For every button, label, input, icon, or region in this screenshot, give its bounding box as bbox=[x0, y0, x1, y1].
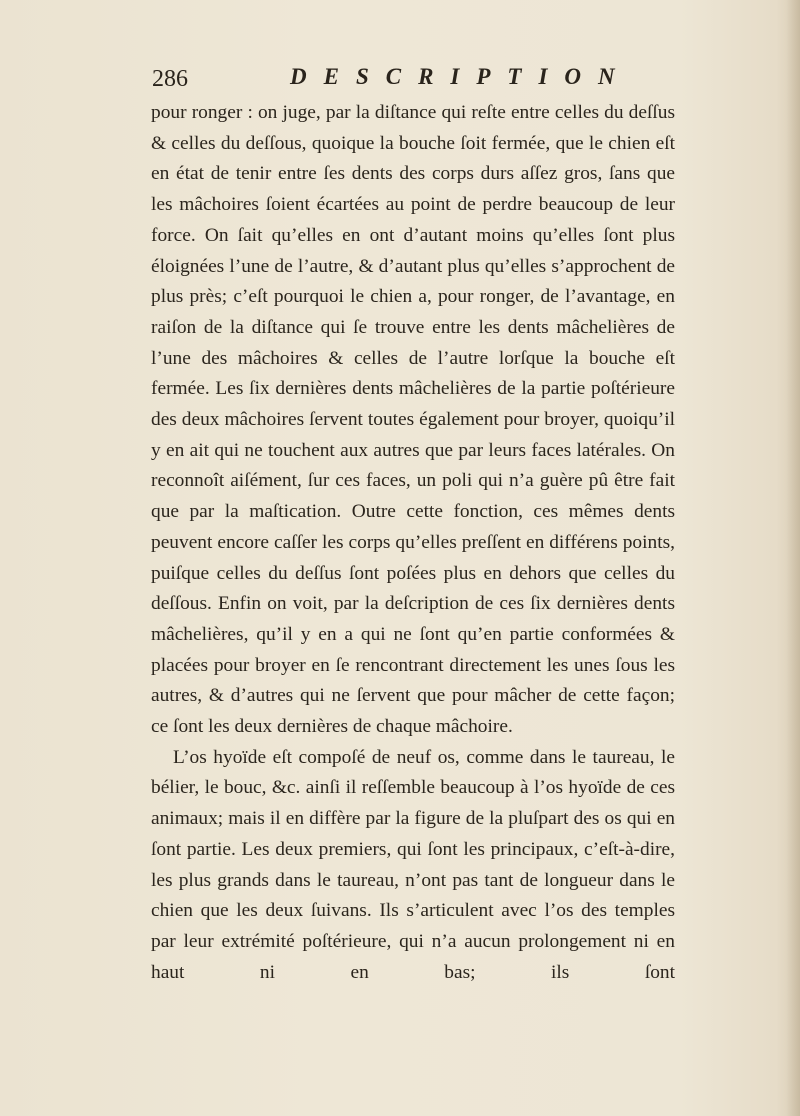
page-edge-shadow bbox=[786, 0, 800, 1116]
page-number: 286 bbox=[152, 66, 188, 92]
running-head bbox=[0, 62, 800, 98]
paragraph-teeth: pour ronger : on juge, par la diſtance qui reſte entre celles du deſſus & celles du deſſous, quoique la bouche ſoit fermée, que le chien eſt en état de tenir entre ſes dents des corps durs aſſez gros, ſans que les mâchoires ſoient écartées au point de perdre beaucoup de leur force. On ſait qu’elles en ont d’autant moins qu’elles ſont plus éloignées l’une de l’autre, & d’autant plus qu’elles s’approchent de plus près; c’eſt pourquoi le chien a, pour ronger, de l’avantage, en raiſon de la diſtance qui ſe trouve entre les dents mâchelières de l’une des mâchoires & celles de l’autre lorſque la bouche eſt fermée. Les ſix dernières dents mâchelières de la partie poſtérieure des deux mâchoires ſervent toutes également pour broyer, quoiqu’il y en ait qui ne touchent aux autres que par leurs faces latérales. On reconnoît aiſément, ſur ces faces, un poli qui n’a guère pû être fait que par la maſtication. Outre cette fonction, ces mêmes dents peuvent encore caſſer les corps qu’elles preſſent en différens points, puiſque celles du deſſus ſont poſées plus en dehors que celles du deſſous. Enfin on voit, par la deſcription de ces ſix dernières dents mâchelières, qu’il y en a qui ne ſont qu’en partie conformées & placées pour broyer en ſe rencontrant directement les unes ſous les autres, & d’autres qui ne ſervent que pour mâcher de cette façon; ce ſont les deux dernières de chaque mâchoire. bbox=[151, 102, 675, 738]
paragraph-hyoid: L’os hyoïde eſt compoſé de neuf os, comme dans le taureau, le bélier, le bouc, &c. ainſi il reſſemble beaucoup à l’os hyoïde de ces animaux; mais il en diffère par la figure de la pluſpart des os qui en ſont partie. Les deux premiers, qui ſont les principaux, c’eſt-à-dire, les plus grands dans le taureau, n’ont pas tant de longueur dans le chien que les deux ſuivans. Ils s’articulent avec l’os des temples par leur extrémité poſtérieure, qui n’a aucun prolongement ni en haut ni en bas; ils ſont bbox=[151, 746, 675, 983]
body-text bbox=[151, 98, 675, 988]
running-title: DESCRIPTION bbox=[290, 64, 632, 89]
